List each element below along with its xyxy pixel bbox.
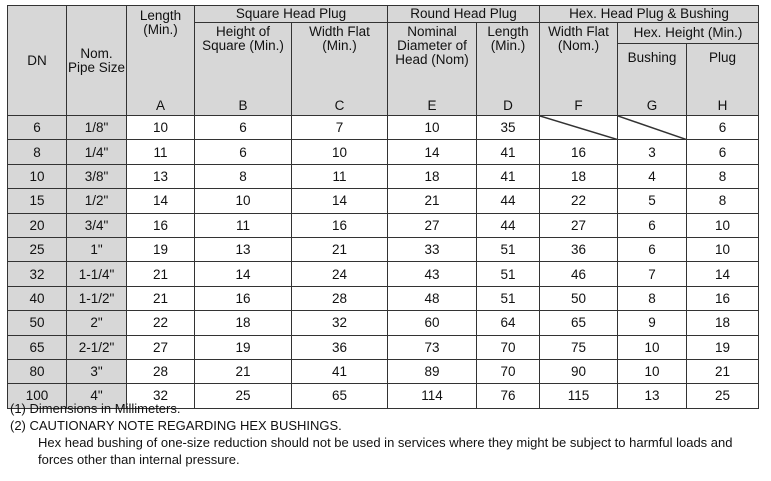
cell-nom-pipe-size: 1" [67, 237, 127, 261]
cell-length-a: 19 [127, 237, 195, 261]
cell-nom-pipe-size: 3/4" [67, 213, 127, 237]
cell-width-f: 22 [540, 189, 618, 213]
cell-plug-h: 18 [687, 311, 759, 335]
cell-bushing-g: 8 [618, 286, 687, 310]
table-row [8, 140, 759, 164]
cell-length-a: 22 [127, 311, 195, 335]
cell-diameter-e: 27 [388, 213, 477, 237]
cell-dn: 65 [8, 335, 67, 359]
table-row [8, 311, 759, 335]
cell-nom-pipe-size: 4" [67, 384, 127, 408]
header-nominal-diameter-of-head: Nominal Diameter of Head (Nom) E [388, 23, 477, 116]
cell-width-f: 115 [540, 384, 618, 408]
cell-length-a: 16 [127, 213, 195, 237]
table-row [8, 335, 759, 359]
table-body [8, 116, 759, 409]
cell-plug-h: 16 [687, 286, 759, 310]
cell-diameter-e: 43 [388, 262, 477, 286]
cell-width-c: 14 [292, 189, 388, 213]
cell-bushing-g: 3 [618, 140, 687, 164]
cell-plug-h: 6 [687, 116, 759, 140]
cell-width-f: 36 [540, 237, 618, 261]
header-length-min: Length (Min.) A [127, 6, 195, 116]
table-row [8, 359, 759, 383]
cell-length-a: 21 [127, 286, 195, 310]
cell-width-f: 90 [540, 359, 618, 383]
cell-width-c: 41 [292, 359, 388, 383]
cell-dn: 80 [8, 359, 67, 383]
cell-width-c: 10 [292, 140, 388, 164]
cell-nom-pipe-size: 3/8" [67, 164, 127, 188]
cell-height-b: 18 [195, 311, 292, 335]
cell-nom-pipe-size: 2-1/2" [67, 335, 127, 359]
cell-height-b: 6 [195, 140, 292, 164]
table-row [8, 213, 759, 237]
cell-plug-h: 6 [687, 140, 759, 164]
header-dn: DN [8, 6, 67, 116]
cell-length-a: 10 [127, 116, 195, 140]
cell-height-b: 13 [195, 237, 292, 261]
cell-dn: 32 [8, 262, 67, 286]
cell-dn: 50 [8, 311, 67, 335]
table-row [8, 189, 759, 213]
cell-length-d: 41 [477, 140, 540, 164]
cell-length-a: 21 [127, 262, 195, 286]
cell-bushing-g: 10 [618, 335, 687, 359]
cell-length-d: 44 [477, 189, 540, 213]
cell-width-c: 32 [292, 311, 388, 335]
cell-bushing-g: 6 [618, 237, 687, 261]
cell-diameter-e: 10 [388, 116, 477, 140]
header-square-head-plug: Square Head Plug [195, 6, 388, 23]
note-1: (1) Dimensions in Millimeters. [10, 401, 181, 416]
cell-length-a: 13 [127, 164, 195, 188]
cell-dn: 6 [8, 116, 67, 140]
note-2-body: Hex head bushing of one-size reduction should not be used in services where they might be subject to harmful loads and forces other than internal pressure. [38, 435, 733, 467]
cell-diameter-e: 14 [388, 140, 477, 164]
cell-nom-pipe-size: 1-1/4" [67, 262, 127, 286]
cell-diameter-e: 18 [388, 164, 477, 188]
cell-length-d: 35 [477, 116, 540, 140]
notes [10, 400, 770, 468]
header-nom-pipe-size: Nom. Pipe Size [67, 6, 127, 116]
cell-bushing-g: 9 [618, 311, 687, 335]
cell-length-d: 51 [477, 237, 540, 261]
cell-width-c: 21 [292, 237, 388, 261]
cell-dn: 25 [8, 237, 67, 261]
cell-plug-h: 10 [687, 213, 759, 237]
cell-diameter-e: 48 [388, 286, 477, 310]
cell-height-b: 6 [195, 116, 292, 140]
cell-width-f: 16 [540, 140, 618, 164]
cell-length-a: 27 [127, 335, 195, 359]
cell-length-d: 70 [477, 335, 540, 359]
cell-bushing-g: 4 [618, 164, 687, 188]
header-round-head-plug: Round Head Plug [388, 6, 540, 23]
cell-dn: 15 [8, 189, 67, 213]
cell-plug-h: 21 [687, 359, 759, 383]
header-bushing: Bushing G [618, 44, 687, 116]
cell-width-c: 65 [292, 384, 388, 408]
table-row [8, 237, 759, 261]
cell-height-b: 11 [195, 213, 292, 237]
cell-length-d: 44 [477, 213, 540, 237]
header-round-length-min: Length (Min.) D [477, 23, 540, 116]
cell-length-d: 70 [477, 359, 540, 383]
diagonal-slash [540, 116, 617, 139]
cell-dn: 100 [8, 384, 67, 408]
cell-bushing-g: 6 [618, 213, 687, 237]
cell-width-f: 50 [540, 286, 618, 310]
header-plug: Plug H [687, 44, 759, 116]
cell-nom-pipe-size: 1/8" [67, 116, 127, 140]
cell-plug-h: 8 [687, 189, 759, 213]
cell-diameter-e: 21 [388, 189, 477, 213]
cell-nom-pipe-size: 3" [67, 359, 127, 383]
header-hex-head-plug-bushing: Hex. Head Plug & Bushing [540, 6, 759, 23]
note-2: (2) CAUTIONARY NOTE REGARDING HEX BUSHINGS. [10, 418, 342, 433]
cell-width-f: 18 [540, 164, 618, 188]
diagonal-slash [618, 116, 686, 139]
cell-diameter-e: 60 [388, 311, 477, 335]
table-row [8, 286, 759, 310]
cell-dn: 20 [8, 213, 67, 237]
cell-plug-h: 25 [687, 384, 759, 408]
table-row [8, 116, 759, 140]
cell-height-b: 21 [195, 359, 292, 383]
cell-diameter-e: 114 [388, 384, 477, 408]
cell-width-c: 24 [292, 262, 388, 286]
cell-height-b: 19 [195, 335, 292, 359]
header-height-of-square: Height of Square (Min.) B [195, 23, 292, 116]
header-hex-height-min: Hex. Height (Min.) [618, 23, 759, 44]
cell-length-a: 11 [127, 140, 195, 164]
cell-width-f: 65 [540, 311, 618, 335]
cell-dn: 8 [8, 140, 67, 164]
cell-bushing-g: 5 [618, 189, 687, 213]
table-row [8, 262, 759, 286]
cell-width-c: 16 [292, 213, 388, 237]
cell-width-f: 46 [540, 262, 618, 286]
cell-dn: 40 [8, 286, 67, 310]
header-width-flat-min: Width Flat (Min.) C [292, 23, 388, 116]
cell-height-b: 10 [195, 189, 292, 213]
cell-diameter-e: 89 [388, 359, 477, 383]
cell-nom-pipe-size: 1/4" [67, 140, 127, 164]
cell-width-c: 7 [292, 116, 388, 140]
cell-length-a: 14 [127, 189, 195, 213]
cell-width-c: 28 [292, 286, 388, 310]
cell-width-c: 11 [292, 164, 388, 188]
header-width-flat-nom: Width Flat (Nom.) F [540, 23, 618, 116]
cell-length-a: 28 [127, 359, 195, 383]
cell-length-d: 51 [477, 286, 540, 310]
cell-height-b: 16 [195, 286, 292, 310]
cell-bushing-g-na [618, 116, 687, 140]
cell-width-f: 75 [540, 335, 618, 359]
cell-length-d: 51 [477, 262, 540, 286]
cell-diameter-e: 73 [388, 335, 477, 359]
cell-length-d: 76 [477, 384, 540, 408]
table-row [8, 164, 759, 188]
cell-nom-pipe-size: 2" [67, 311, 127, 335]
cell-plug-h: 8 [687, 164, 759, 188]
cell-bushing-g: 13 [618, 384, 687, 408]
cell-plug-h: 10 [687, 237, 759, 261]
cell-length-d: 41 [477, 164, 540, 188]
cell-nom-pipe-size: 1/2" [67, 189, 127, 213]
cell-width-f-na [540, 116, 618, 140]
cell-length-d: 64 [477, 311, 540, 335]
cell-dn: 10 [8, 164, 67, 188]
dimensions-table [7, 5, 759, 409]
cell-height-b: 25 [195, 384, 292, 408]
cell-bushing-g: 10 [618, 359, 687, 383]
cell-width-f: 27 [540, 213, 618, 237]
cell-height-b: 14 [195, 262, 292, 286]
cell-diameter-e: 33 [388, 237, 477, 261]
cell-plug-h: 19 [687, 335, 759, 359]
cell-height-b: 8 [195, 164, 292, 188]
cell-width-c: 36 [292, 335, 388, 359]
cell-length-a: 32 [127, 384, 195, 408]
cell-plug-h: 14 [687, 262, 759, 286]
cell-nom-pipe-size: 1-1/2" [67, 286, 127, 310]
cell-bushing-g: 7 [618, 262, 687, 286]
